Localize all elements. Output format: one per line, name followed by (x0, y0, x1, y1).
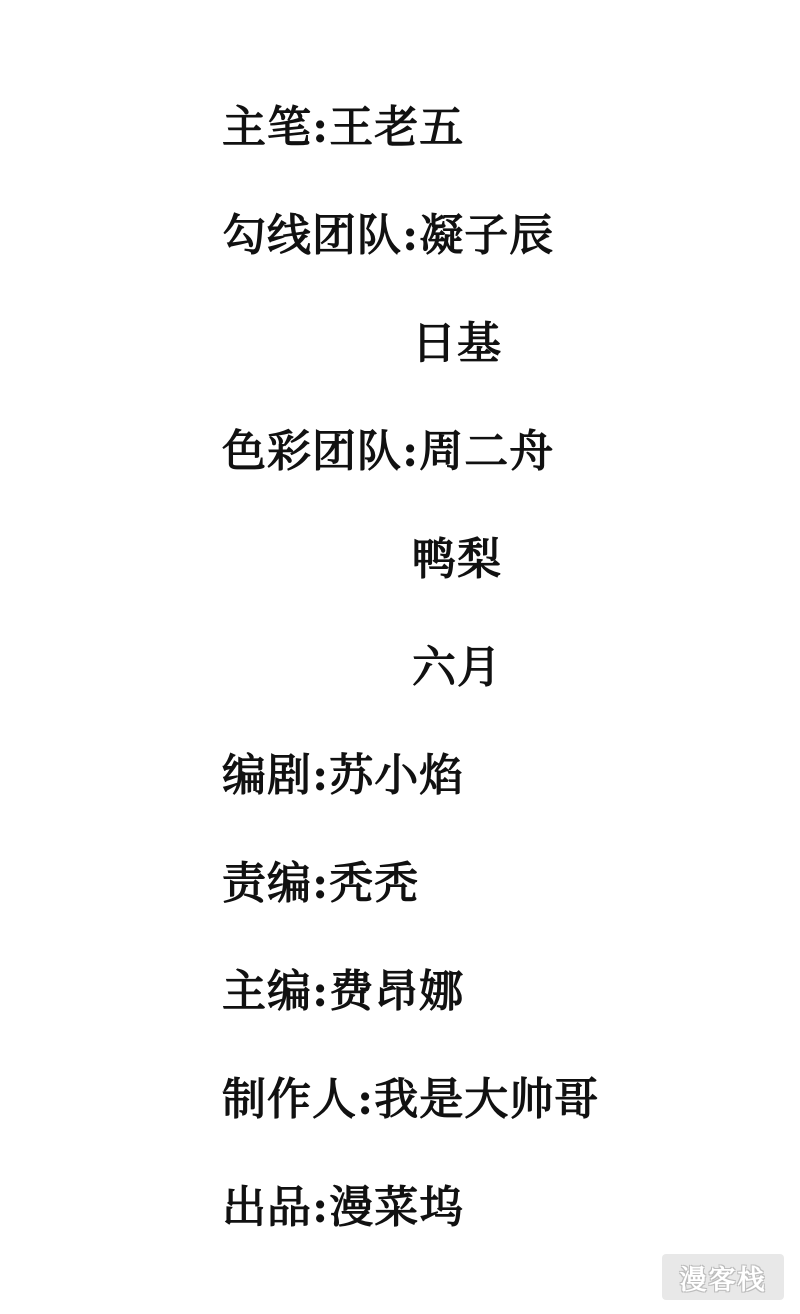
credit-row (0, 964, 800, 1019)
credit-row (0, 640, 800, 695)
credit-line-lineart-member: 日基 (412, 318, 502, 369)
credit-line-color-member-2: 六月 (412, 642, 502, 693)
credit-row (0, 856, 800, 911)
credit-row (0, 316, 800, 371)
credit-row (0, 100, 800, 155)
credit-line-color-member-1: 鸭梨 (412, 534, 502, 585)
credit-line-publisher: 出品:漫菜坞 (222, 1182, 465, 1233)
watermark-label: 漫客栈 (679, 1264, 767, 1296)
credit-row (0, 532, 800, 587)
credit-row (0, 748, 800, 803)
credit-line-lineart-team: 勾线团队:凝子辰 (222, 210, 555, 261)
credit-line-artist: 主笔:王老五 (222, 102, 465, 153)
credit-row (0, 1072, 800, 1127)
credit-line-screenwriter: 编剧:苏小焰 (222, 750, 465, 801)
credit-line-responsible-editor: 责编:秃秃 (222, 858, 420, 909)
credit-line-color-team: 色彩团队:周二舟 (222, 426, 555, 477)
watermark (662, 1254, 784, 1300)
credit-line-chief-editor: 主编:费昂娜 (222, 966, 465, 1017)
credit-row (0, 208, 800, 263)
credit-row (0, 424, 800, 479)
credit-line-producer: 制作人:我是大帅哥 (222, 1074, 600, 1125)
credit-row (0, 1180, 800, 1235)
